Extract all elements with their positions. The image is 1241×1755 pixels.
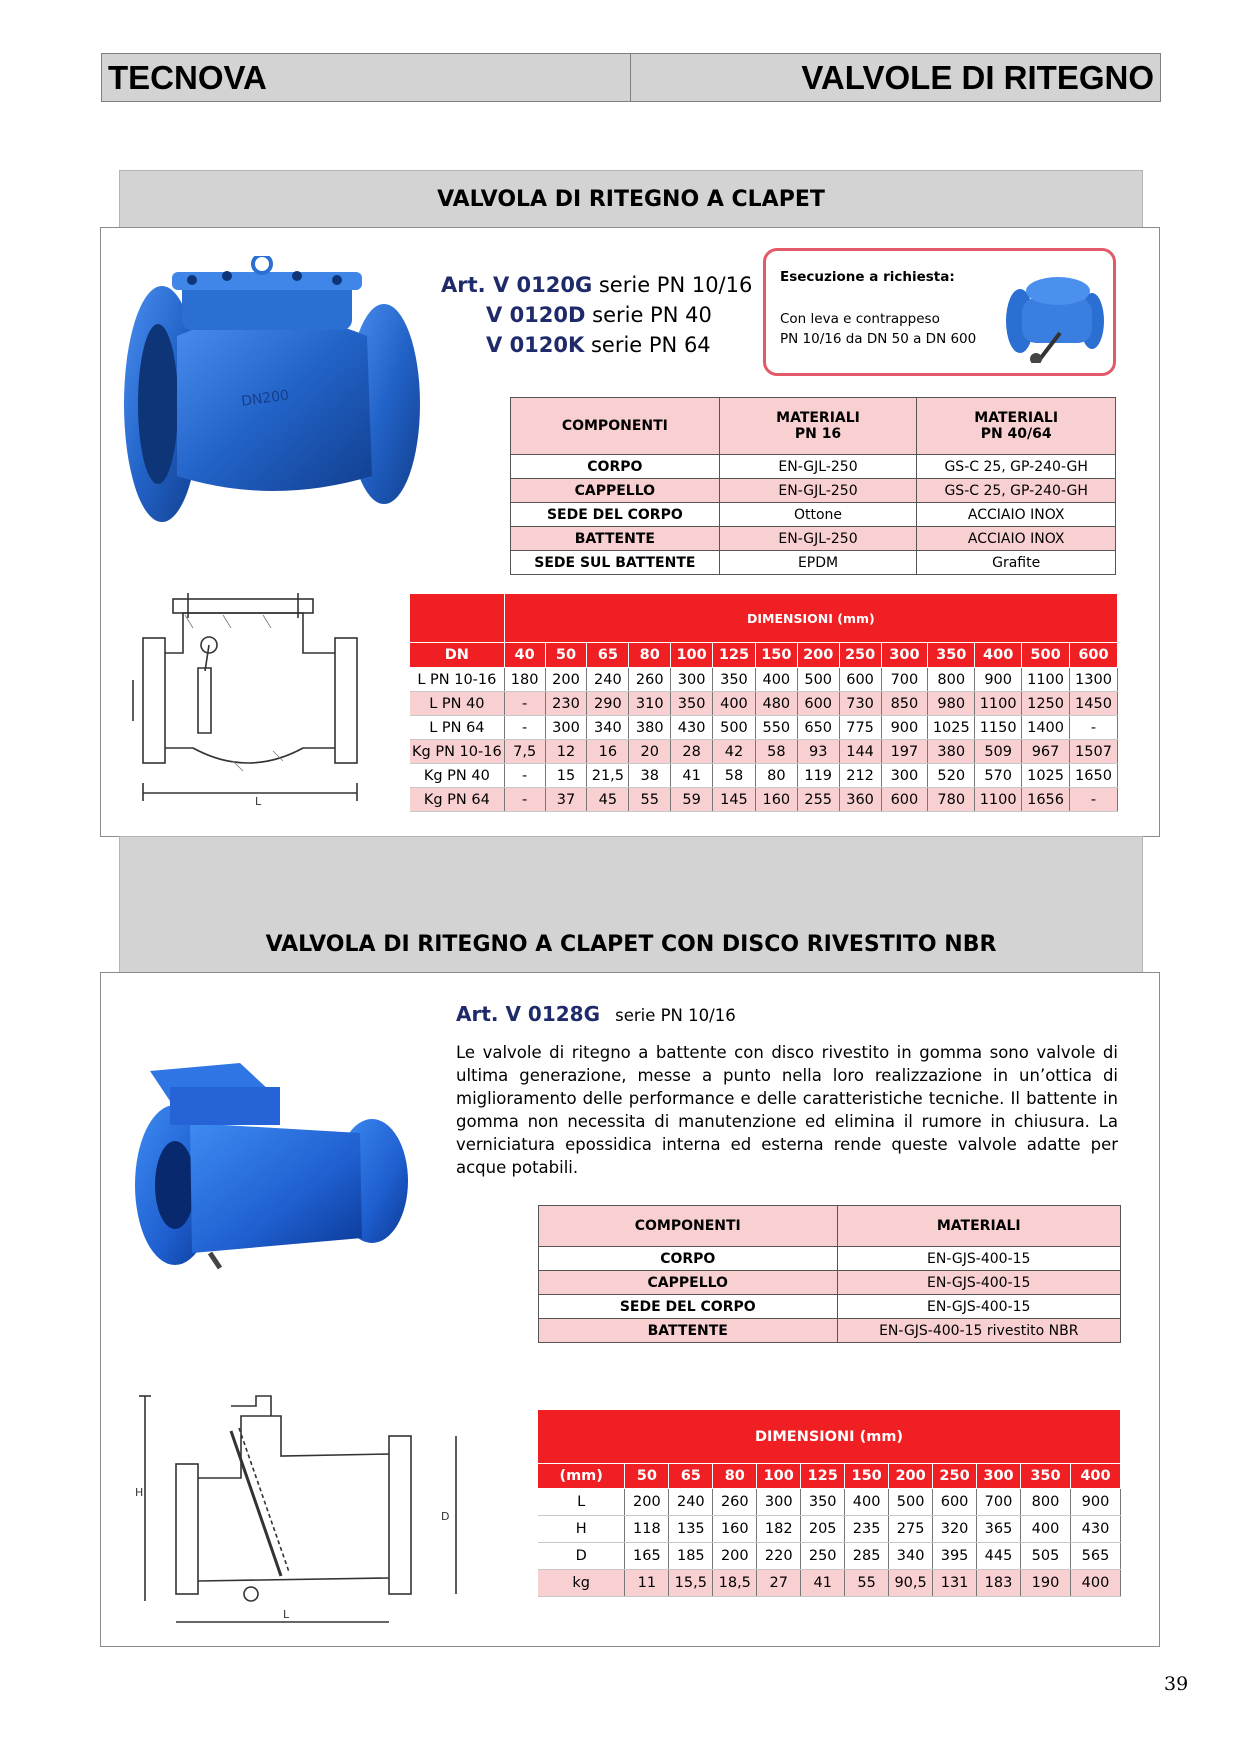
dimensions-head-cell: 500 <box>1022 643 1070 668</box>
article-prefix: Art. <box>456 1002 506 1026</box>
dimensions-head-row <box>410 643 1118 668</box>
article-series: serie PN 10/16 <box>592 273 753 297</box>
row-label-cell: Kg PN 40 <box>410 764 504 788</box>
section1-materials-table <box>510 397 1116 575</box>
dimension-cell: 260 <box>629 668 671 692</box>
dimension-cell: 900 <box>881 716 928 740</box>
article-series: serie PN 40 <box>585 303 712 327</box>
table-row <box>539 1319 1121 1343</box>
table-row <box>539 1247 1121 1271</box>
dimension-cell: 160 <box>713 1516 757 1543</box>
component-cell: SEDE SUL BATTENTE <box>511 551 720 575</box>
dimension-cell: 780 <box>928 788 975 812</box>
component-cell: BATTENTE <box>511 527 720 551</box>
section1-articles <box>441 270 752 360</box>
material-cell: EN-GJS-400-15 rivestito NBR <box>837 1319 1121 1343</box>
dimension-cell: 145 <box>713 788 756 812</box>
dimensions-head-cell: 150 <box>755 643 797 668</box>
dimension-cell: 118 <box>625 1516 669 1543</box>
dimension-cell: 350 <box>713 668 756 692</box>
table-row <box>538 1543 1121 1570</box>
dimension-cell: 20 <box>629 740 671 764</box>
article-series: serie PN 64 <box>584 333 711 357</box>
dimension-cell: 565 <box>1070 1543 1120 1570</box>
row-label-cell: L PN 10-16 <box>410 668 504 692</box>
dimension-cell: 275 <box>889 1516 933 1543</box>
dimension-cell: 144 <box>839 740 881 764</box>
table-row <box>410 788 1118 812</box>
dimension-cell: 400 <box>1021 1516 1071 1543</box>
dimension-cell: 58 <box>713 764 756 788</box>
dimension-cell: 205 <box>801 1516 845 1543</box>
dimensions-head-cell: 600 <box>1069 643 1117 668</box>
col-header-pn16: PN 16 <box>794 426 842 442</box>
dimension-cell: 200 <box>713 1543 757 1570</box>
material-cell: GS-C 25, GP-240-GH <box>917 479 1116 503</box>
dimension-cell: 190 <box>1021 1570 1071 1597</box>
dimension-cell: 310 <box>629 692 671 716</box>
dimension-cell: 1025 <box>1022 764 1070 788</box>
dimensions-head-cell: 300 <box>977 1464 1021 1489</box>
dimensions-head-cell: 100 <box>671 643 713 668</box>
row-label-cell: Kg PN 64 <box>410 788 504 812</box>
article-line-1 <box>441 270 752 300</box>
row-label-cell: D <box>538 1543 625 1570</box>
table-row <box>538 1570 1121 1597</box>
col-header-materials-pn4064 <box>917 398 1116 455</box>
dimension-cell: 42 <box>713 740 756 764</box>
material-cell: ACCIAIO INOX <box>917 527 1116 551</box>
dimension-cell: 90,5 <box>889 1570 933 1597</box>
col-header-materials: MATERIALI <box>974 410 1059 426</box>
swing-check-valve-drawing <box>113 583 368 805</box>
dimensions-title-row <box>410 594 1118 643</box>
dimension-cell: 37 <box>545 788 587 812</box>
dimension-cell: 290 <box>587 692 629 716</box>
dimension-cell: 1656 <box>1022 788 1070 812</box>
dimension-cell: 600 <box>839 668 881 692</box>
material-cell: GS-C 25, GP-240-GH <box>917 455 1116 479</box>
col-header-materials: MATERIALI <box>837 1206 1121 1247</box>
component-cell: SEDE DEL CORPO <box>539 1295 838 1319</box>
material-cell: Grafite <box>917 551 1116 575</box>
dimensions-head-cell: 100 <box>757 1464 801 1489</box>
dimension-cell: 800 <box>1021 1489 1071 1516</box>
dimension-cell: 400 <box>1070 1570 1120 1597</box>
table-row <box>538 1489 1121 1516</box>
dimension-cell: 255 <box>797 788 839 812</box>
dimension-cell: 400 <box>845 1489 889 1516</box>
drawing-label-l: L <box>255 795 262 805</box>
header-brand: TECNOVA <box>101 53 631 102</box>
dimension-cell: 300 <box>757 1489 801 1516</box>
material-cell: EN-GJS-400-15 <box>837 1295 1121 1319</box>
drawing-label-l: L <box>283 1608 290 1621</box>
dimension-cell: 445 <box>977 1543 1021 1570</box>
dimensions-head-cell: 40 <box>504 643 545 668</box>
section2-title: VALVOLA DI RITEGNO A CLAPET CON DISCO RIVESTITO NBR <box>265 932 997 957</box>
col-header-components: COMPONENTI <box>539 1206 838 1247</box>
dimensions-head-cell: 200 <box>797 643 839 668</box>
section2-title-band <box>119 836 1143 973</box>
article-code: V 0120K <box>486 333 585 357</box>
component-cell: CORPO <box>511 455 720 479</box>
material-cell: EN-GJL-250 <box>719 455 917 479</box>
material-cell: EN-GJS-400-15 <box>837 1271 1121 1295</box>
dimension-cell: 131 <box>933 1570 977 1597</box>
dimension-cell: 505 <box>1021 1543 1071 1570</box>
material-cell: Ottone <box>719 503 917 527</box>
dimension-cell: 395 <box>933 1543 977 1570</box>
dimension-cell: 600 <box>797 692 839 716</box>
dimension-cell: 600 <box>933 1489 977 1516</box>
table-row <box>511 455 1116 479</box>
table-row <box>538 1516 1121 1543</box>
dimension-cell: 967 <box>1022 740 1070 764</box>
dimension-cell: 200 <box>545 668 587 692</box>
col-header-materials: MATERIALI <box>776 410 860 426</box>
dimension-cell: 300 <box>671 668 713 692</box>
dimension-cell: 500 <box>889 1489 933 1516</box>
dimensions-head-cell: 65 <box>587 643 629 668</box>
section2-dimensions-table <box>538 1410 1121 1597</box>
dimension-cell: 11 <box>625 1570 669 1597</box>
special-execution-note <box>763 248 1116 376</box>
dimensions-head-cell: 150 <box>845 1464 889 1489</box>
table-header-row <box>511 398 1116 455</box>
dimension-cell: 55 <box>845 1570 889 1597</box>
dimension-cell: 119 <box>797 764 839 788</box>
dimension-cell: 250 <box>801 1543 845 1570</box>
section1-title: VALVOLA DI RITEGNO A CLAPET <box>437 187 825 212</box>
dimension-cell: 1250 <box>1022 692 1070 716</box>
row-label-cell: Kg PN 10-16 <box>410 740 504 764</box>
dimension-cell: 650 <box>797 716 839 740</box>
material-cell: ACCIAIO INOX <box>917 503 1116 527</box>
dimension-cell: 197 <box>881 740 928 764</box>
col-header-materials-pn16 <box>719 398 917 455</box>
dimension-cell: 1450 <box>1069 692 1117 716</box>
dimension-cell: 38 <box>629 764 671 788</box>
article-code: V 0120G <box>492 273 593 297</box>
dimension-cell: 1100 <box>975 692 1022 716</box>
dimension-cell: 1650 <box>1069 764 1117 788</box>
dimension-cell: 700 <box>881 668 928 692</box>
row-label-cell: kg <box>538 1570 625 1597</box>
table-row <box>511 551 1116 575</box>
dimension-cell: - <box>504 764 545 788</box>
table-row <box>511 527 1116 551</box>
component-cell: SEDE DEL CORPO <box>511 503 720 527</box>
dimension-cell: 93 <box>797 740 839 764</box>
dimension-cell: 900 <box>1070 1489 1120 1516</box>
dimension-cell: 230 <box>545 692 587 716</box>
dimension-cell: - <box>1069 716 1117 740</box>
component-cell: CAPPELLO <box>511 479 720 503</box>
dimension-cell: 240 <box>587 668 629 692</box>
article-prefix: Art. <box>441 273 493 297</box>
dimension-cell: 700 <box>977 1489 1021 1516</box>
note-text <box>780 309 976 349</box>
material-cell: EN-GJL-250 <box>719 479 917 503</box>
dimension-cell: 285 <box>845 1543 889 1570</box>
dimension-cell: 185 <box>669 1543 713 1570</box>
dimension-cell: 15 <box>545 764 587 788</box>
dimension-cell: 220 <box>757 1543 801 1570</box>
dimensions-head-row <box>538 1464 1121 1489</box>
dimension-cell: - <box>504 788 545 812</box>
material-cell: EN-GJL-250 <box>719 527 917 551</box>
product-description: Le valvole di ritegno a battente con disco rivestito in gomma sono valvole di ultima generazione, messe a punto nella loro realizzazione in un’ottica di miglioramento delle performance e delle caratteristiche tecniche. Il battente in gomma non necessita di manutenzione ed elimina il rumore in chiusura. La verniciatura epossidica interna ed esterna rende queste valvole adatte per acque potabili. <box>456 1043 1118 1177</box>
dimension-cell: 18,5 <box>713 1570 757 1597</box>
dimension-cell: 1100 <box>1022 668 1070 692</box>
dimension-cell: 550 <box>755 716 797 740</box>
dimensions-head-cell: 250 <box>933 1464 977 1489</box>
dimension-cell: 500 <box>797 668 839 692</box>
dimension-cell: 21,5 <box>587 764 629 788</box>
dimensions-head-cell: 65 <box>669 1464 713 1489</box>
dimension-cell: - <box>504 692 545 716</box>
dimension-cell: 340 <box>889 1543 933 1570</box>
dimension-cell: 340 <box>587 716 629 740</box>
row-label-cell: L PN 64 <box>410 716 504 740</box>
col-header-pn4064: PN 40/64 <box>980 426 1052 442</box>
dimension-cell: 212 <box>839 764 881 788</box>
dimensions-title: DIMENSIONI (mm) <box>504 594 1117 643</box>
header-category: VALVOLE DI RITEGNO <box>630 53 1161 102</box>
dimension-cell: 850 <box>881 692 928 716</box>
section1-dimensions-table <box>410 594 1118 812</box>
dimension-cell: 400 <box>713 692 756 716</box>
table-row <box>410 668 1118 692</box>
dimension-cell: 380 <box>629 716 671 740</box>
dimension-cell: 400 <box>755 668 797 692</box>
dimensions-head-label: DN <box>410 643 504 668</box>
dimension-cell: 182 <box>757 1516 801 1543</box>
dimension-cell: 350 <box>671 692 713 716</box>
dimension-cell: 350 <box>801 1489 845 1516</box>
page-number: 39 <box>1164 1673 1189 1695</box>
article-line-3 <box>441 330 752 360</box>
component-cell: BATTENTE <box>539 1319 838 1343</box>
component-cell: CAPPELLO <box>539 1271 838 1295</box>
dimension-cell: 320 <box>933 1516 977 1543</box>
dimension-cell: 1507 <box>1069 740 1117 764</box>
row-label-cell: L <box>538 1489 625 1516</box>
dimension-cell: 27 <box>757 1570 801 1597</box>
dimension-cell: - <box>504 716 545 740</box>
article-series: serie PN 10/16 <box>615 1006 736 1025</box>
dimension-cell: 55 <box>629 788 671 812</box>
table-row <box>539 1271 1121 1295</box>
dimensions-head-label: (mm) <box>538 1464 625 1489</box>
dimensions-head-cell: 350 <box>1021 1464 1071 1489</box>
material-cell: EN-GJS-400-15 <box>837 1247 1121 1271</box>
table-row <box>410 692 1118 716</box>
row-label-cell: L PN 40 <box>410 692 504 716</box>
dimension-cell: 12 <box>545 740 587 764</box>
dimension-cell: 135 <box>669 1516 713 1543</box>
dimension-cell: 380 <box>928 740 975 764</box>
section2-article <box>456 1002 736 1026</box>
dimension-cell: 775 <box>839 716 881 740</box>
dimensions-head-cell: 350 <box>928 643 975 668</box>
note-title: Esecuzione a richiesta: <box>780 269 955 285</box>
rubber-disc-valve-photo <box>130 1063 415 1273</box>
dimension-cell: 300 <box>881 764 928 788</box>
svg-text:DN200: DN200 <box>240 387 291 410</box>
dimension-cell: 1100 <box>975 788 1022 812</box>
dimension-cell: 520 <box>928 764 975 788</box>
dimensions-head-cell: 125 <box>801 1464 845 1489</box>
table-row <box>410 740 1118 764</box>
table-row <box>410 764 1118 788</box>
dimension-cell: 7,5 <box>504 740 545 764</box>
dimension-cell: 41 <box>801 1570 845 1597</box>
drawing-label-d: D <box>441 1510 450 1523</box>
dimensions-head-cell: 80 <box>629 643 671 668</box>
swing-check-valve-photo <box>122 256 422 536</box>
dimension-cell: 240 <box>669 1489 713 1516</box>
dimension-cell: 1150 <box>975 716 1022 740</box>
dimension-cell: 45 <box>587 788 629 812</box>
dimension-cell: 200 <box>625 1489 669 1516</box>
dimensions-head-cell: 125 <box>713 643 756 668</box>
dimensions-head-cell: 50 <box>545 643 587 668</box>
dimensions-head-cell: 200 <box>889 1464 933 1489</box>
dimension-cell: 160 <box>755 788 797 812</box>
note-line-1: Con leva e contrappeso <box>780 311 940 327</box>
dimension-cell: 730 <box>839 692 881 716</box>
dimension-cell: 235 <box>845 1516 889 1543</box>
dimension-cell: 430 <box>671 716 713 740</box>
dimensions-head-cell: 300 <box>881 643 928 668</box>
dimension-cell: 600 <box>881 788 928 812</box>
dimension-cell: 365 <box>977 1516 1021 1543</box>
dimension-cell: 59 <box>671 788 713 812</box>
dimensions-head-cell: 400 <box>975 643 1022 668</box>
article-line-2 <box>441 300 752 330</box>
dimension-cell: 260 <box>713 1489 757 1516</box>
dimension-cell: 1300 <box>1069 668 1117 692</box>
dimensions-head-cell: 80 <box>713 1464 757 1489</box>
article-code: V 0128G <box>505 1002 600 1026</box>
dimensions-head-cell: 50 <box>625 1464 669 1489</box>
dimension-cell: 16 <box>587 740 629 764</box>
article-code: V 0120D <box>486 303 586 327</box>
dimension-cell: 165 <box>625 1543 669 1570</box>
dimension-cell: 1025 <box>928 716 975 740</box>
dimension-cell: 360 <box>839 788 881 812</box>
lever-valve-photo <box>1000 263 1110 363</box>
table-row <box>511 479 1116 503</box>
dimension-cell: 15,5 <box>669 1570 713 1597</box>
dimension-cell: 430 <box>1070 1516 1120 1543</box>
dimensions-title: DIMENSIONI (mm) <box>538 1410 1121 1464</box>
dimension-cell: 1400 <box>1022 716 1070 740</box>
dimension-cell: 800 <box>928 668 975 692</box>
dimension-cell: 41 <box>671 764 713 788</box>
table-header-row <box>539 1206 1121 1247</box>
dimension-cell: 183 <box>977 1570 1021 1597</box>
note-line-2: PN 10/16 da DN 50 a DN 600 <box>780 331 977 347</box>
dimension-cell: 480 <box>755 692 797 716</box>
dimensions-head-cell: 250 <box>839 643 881 668</box>
dimension-cell: 900 <box>975 668 1022 692</box>
table-row <box>539 1295 1121 1319</box>
dimension-cell: 570 <box>975 764 1022 788</box>
dimension-cell: 180 <box>504 668 545 692</box>
dimensions-head-cell: 400 <box>1070 1464 1120 1489</box>
section2-materials-table <box>538 1205 1121 1343</box>
dimension-cell: 500 <box>713 716 756 740</box>
material-cell: EPDM <box>719 551 917 575</box>
dimension-cell: 509 <box>975 740 1022 764</box>
dimension-cell: 28 <box>671 740 713 764</box>
col-header-components: COMPONENTI <box>511 398 720 455</box>
dimensions-title-row <box>538 1410 1121 1464</box>
dimension-cell: - <box>1069 788 1117 812</box>
dimension-cell: 80 <box>755 764 797 788</box>
drawing-label-h: H <box>135 1486 144 1499</box>
rubber-disc-valve-drawing <box>131 1386 463 1634</box>
dimension-cell: 300 <box>545 716 587 740</box>
component-cell: CORPO <box>539 1247 838 1271</box>
row-label-cell: H <box>538 1516 625 1543</box>
table-row <box>511 503 1116 527</box>
dimension-cell: 58 <box>755 740 797 764</box>
dimension-cell: 980 <box>928 692 975 716</box>
dimensions-corner-cell <box>410 594 504 643</box>
table-row <box>410 716 1118 740</box>
section1-title-band <box>119 170 1143 228</box>
